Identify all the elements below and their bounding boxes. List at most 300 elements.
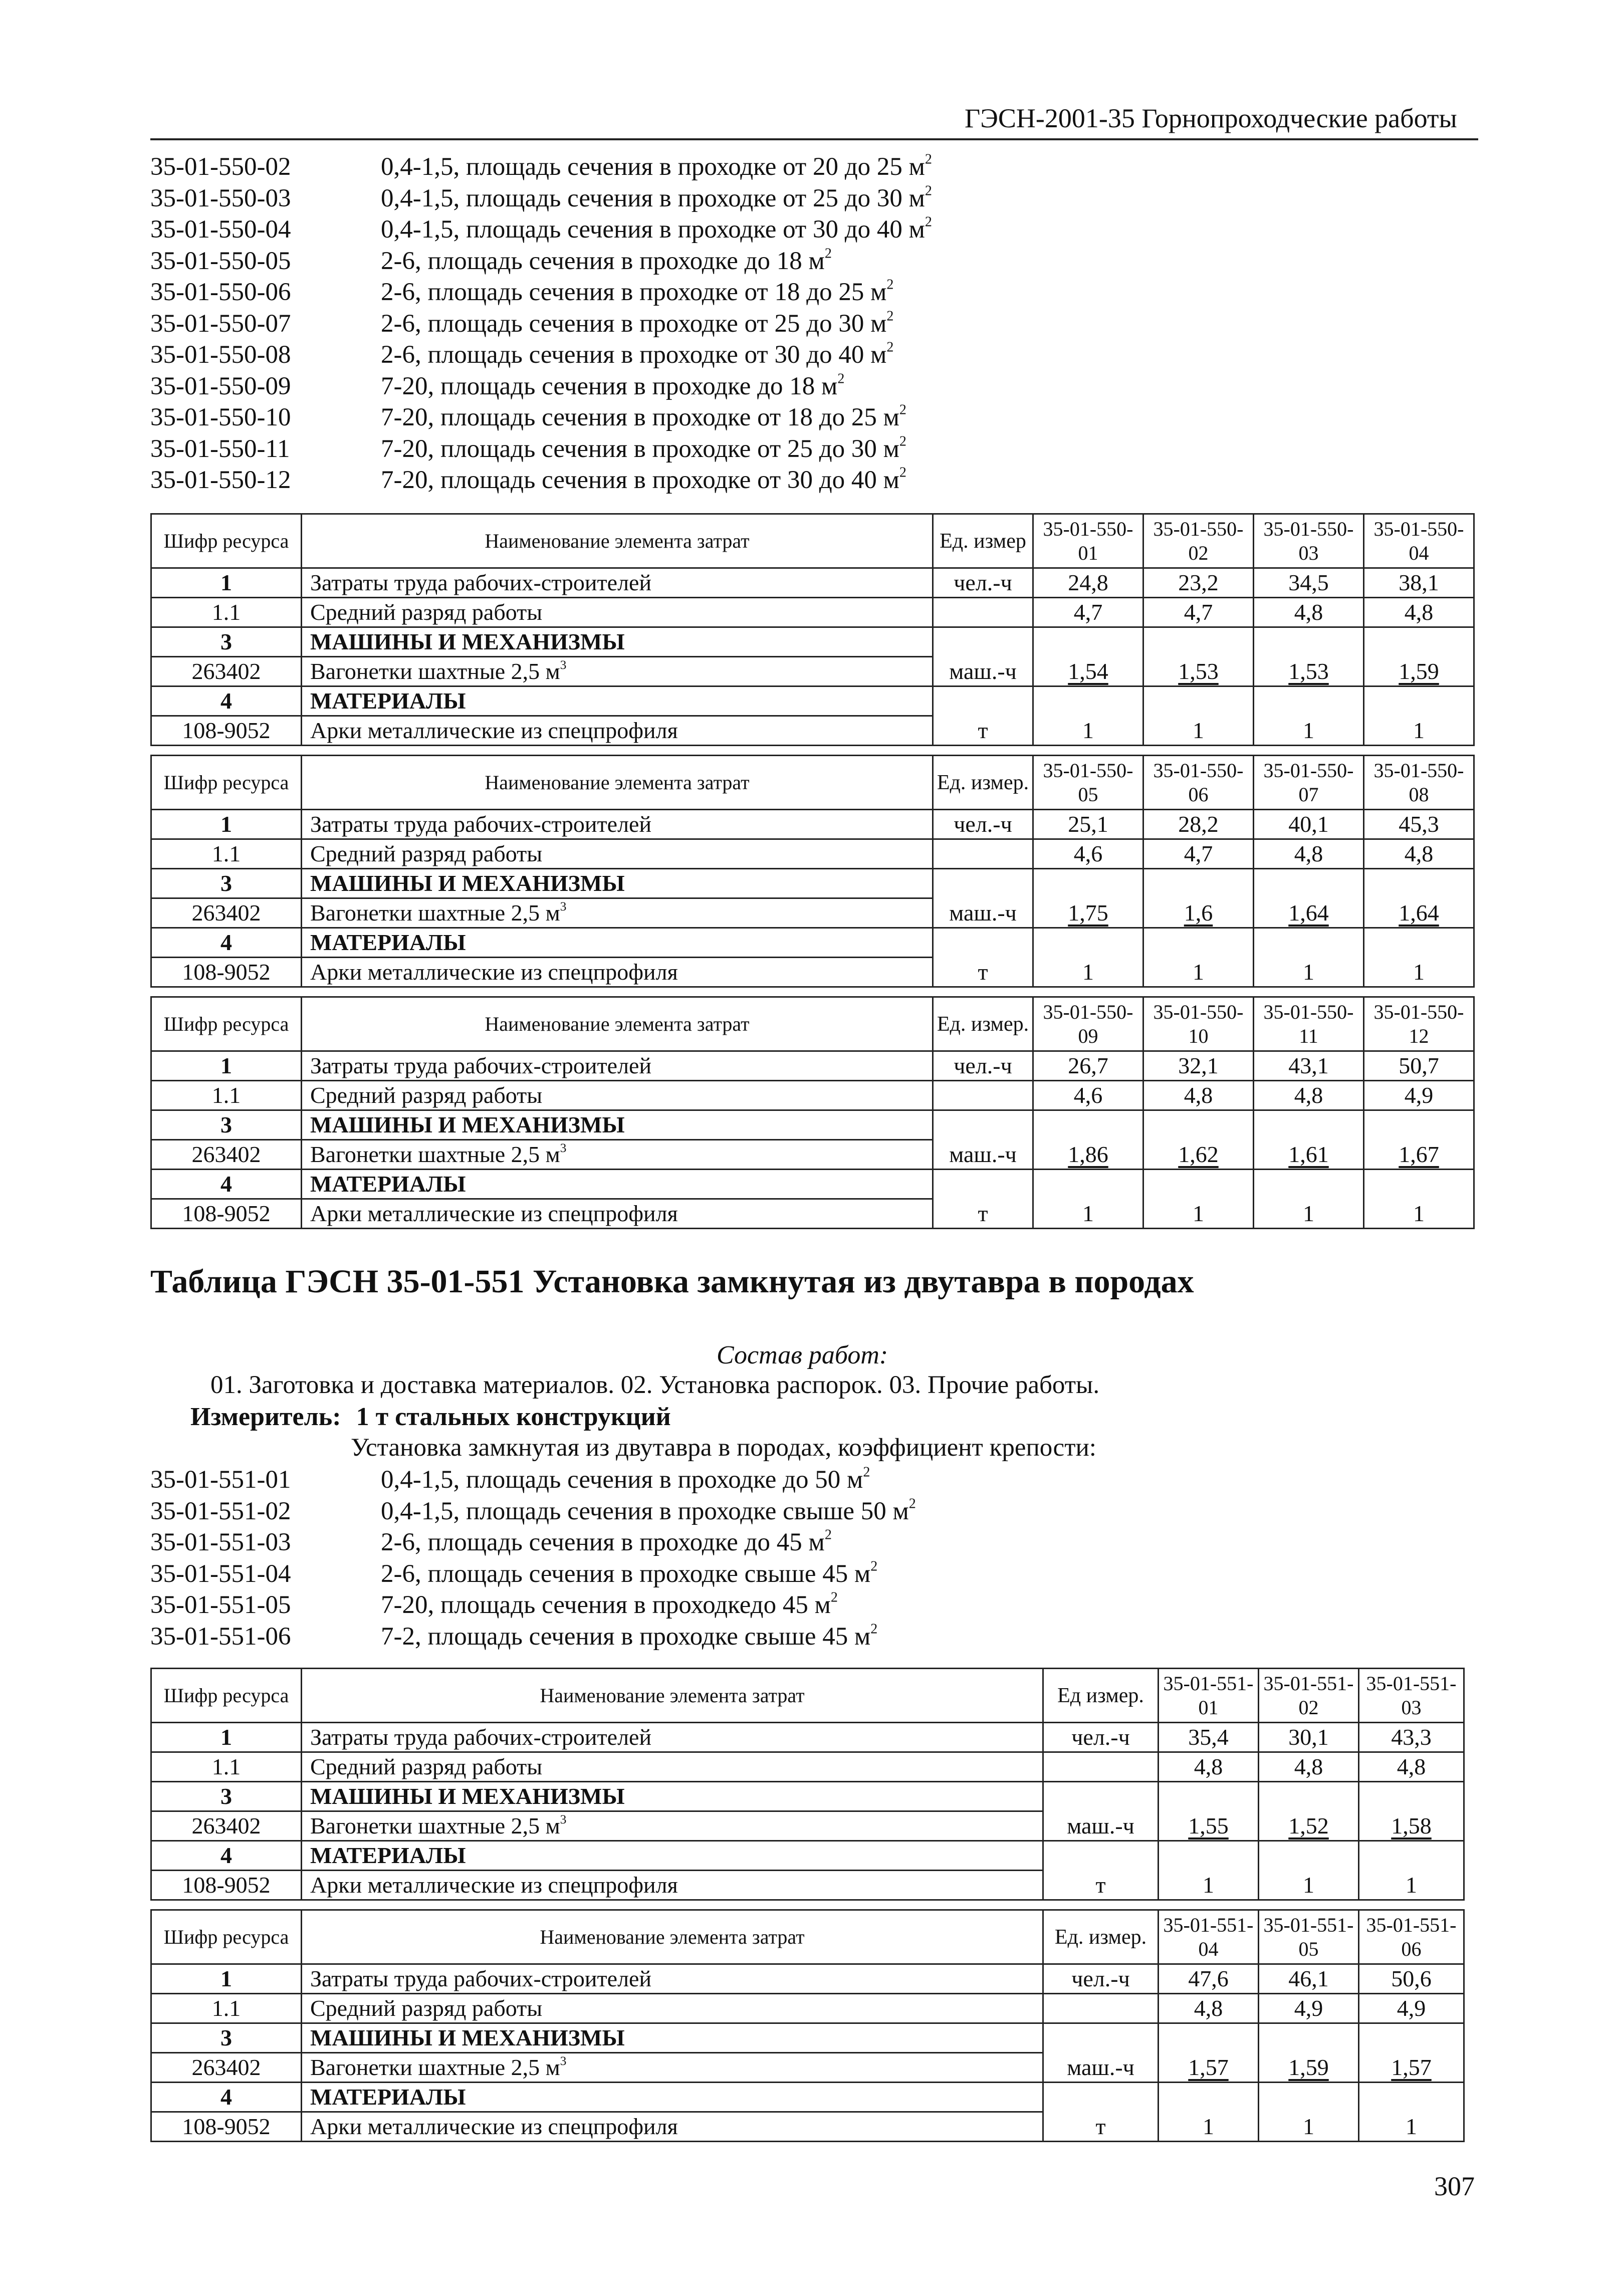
grade-unit	[1043, 1994, 1159, 2023]
labor-row	[151, 1964, 1464, 1994]
grade-value: 4,8	[1364, 839, 1474, 869]
arch-name: Арки металлические из спецпрофиля	[302, 1199, 933, 1229]
labor-code: 1	[151, 568, 302, 598]
machines-code: 3	[151, 869, 302, 898]
code-line	[150, 1621, 916, 1653]
labor-code: 1	[151, 1051, 302, 1081]
grade-row	[151, 1081, 1474, 1110]
grade-value: 4,9	[1259, 1994, 1359, 2023]
labor-row	[151, 568, 1474, 598]
labor-value: 26,7	[1033, 1051, 1143, 1081]
arch-value: 1	[1143, 928, 1254, 987]
norm-description	[381, 1558, 877, 1590]
norm-table	[150, 755, 1475, 988]
labor-value: 45,3	[1364, 810, 1474, 839]
norm-column-header: 35-01-551-02	[1259, 1669, 1359, 1723]
machines-name: МАШИНЫ И МЕХАНИЗМЫ	[302, 2023, 1043, 2053]
code-line	[150, 1496, 916, 1527]
grade-unit	[933, 839, 1033, 869]
arch-code: 108-9052	[151, 2112, 302, 2142]
grade-code: 1.1	[151, 1752, 302, 1782]
code-line	[150, 1589, 916, 1621]
labor-unit: чел.-ч	[933, 810, 1033, 839]
norm-description	[381, 402, 906, 433]
unit-exponent: 2	[886, 339, 894, 355]
grade-unit	[933, 1081, 1033, 1110]
materials-group-row	[151, 1170, 1474, 1199]
arch-value: 1	[1033, 928, 1143, 987]
labor-row	[151, 1051, 1474, 1081]
wagon-value: 1,53	[1143, 627, 1254, 686]
code-line	[150, 151, 932, 183]
element-name-header: Наименование элемента затрат	[302, 756, 933, 810]
materials-name: МАТЕРИАЛЫ	[302, 928, 933, 958]
arch-unit	[933, 686, 1033, 746]
machines-group-row	[151, 1110, 1474, 1140]
arch-name: Арки металлические из спецпрофиля	[302, 2112, 1043, 2142]
unit-header: Ед. измер	[933, 514, 1033, 568]
materials-code: 4	[151, 928, 302, 958]
machines-code: 3	[151, 1110, 302, 1140]
norm-column-header: 35-01-551-05	[1259, 1910, 1359, 1964]
arch-value: 1	[1254, 1170, 1364, 1229]
norm-column-header: 35-01-550-02	[1143, 514, 1254, 568]
grade-code: 1.1	[151, 839, 302, 869]
norm-description	[381, 214, 932, 246]
unit-exponent: 2	[925, 214, 932, 230]
materials-group-row	[151, 686, 1474, 716]
grade-value: 4,9	[1364, 1081, 1474, 1110]
wagon-name	[302, 1811, 1043, 1841]
description-text: 2-6, площадь сечения в проходке от 18 до 25 м	[381, 278, 887, 306]
materials-name: МАТЕРИАЛЫ	[302, 2083, 1043, 2112]
grade-name: Средний разряд работы	[302, 598, 933, 627]
description-text: 7-20, площадь сечения в проходке от 25 до 30 м	[381, 434, 899, 463]
grade-value: 4,6	[1033, 1081, 1143, 1110]
machine-unit	[933, 869, 1033, 928]
unit-exponent: 3	[560, 1812, 567, 1826]
norm-column-header: 35-01-550-08	[1364, 756, 1474, 810]
work-steps: 01. Заготовка и доставка материалов. 02. Установка распорок. 03. Прочие работы.	[210, 1371, 1100, 1399]
unit-exponent: 2	[899, 402, 906, 418]
arch-name: Арки металлические из спецпрофиля	[302, 1871, 1043, 1900]
arch-value: 1	[1259, 2083, 1359, 2142]
materials-name: МАТЕРИАЛЫ	[302, 1841, 1043, 1871]
norm-code: 35-01-550-05	[150, 247, 291, 275]
arch-value: 1	[1364, 686, 1474, 746]
grade-value: 4,8	[1364, 598, 1474, 627]
resource-code-header: Шифр ресурса	[151, 997, 302, 1051]
page-number: 307	[1434, 2171, 1475, 2201]
norm-table	[150, 996, 1475, 1229]
norm-column-header: 35-01-550-09	[1033, 997, 1143, 1051]
grade-value: 4,6	[1033, 839, 1143, 869]
wagon-value: 1,54	[1033, 627, 1143, 686]
labor-value: 28,2	[1143, 810, 1254, 839]
element-name-header: Наименование элемента затрат	[302, 1669, 1043, 1723]
labor-name: Затраты труда рабочих-строителей	[302, 810, 933, 839]
description-text: 2-6, площадь сечения в проходке от 25 до 30 м	[381, 309, 887, 338]
materials-code: 4	[151, 1841, 302, 1871]
grade-value: 4,8	[1254, 598, 1364, 627]
arch-unit	[933, 928, 1033, 987]
norm-code: 35-01-550-12	[150, 466, 291, 494]
norm-code: 35-01-551-05	[150, 1591, 291, 1619]
machine-unit	[933, 1110, 1033, 1170]
labor-value: 43,1	[1254, 1051, 1364, 1081]
arch-name: Арки металлические из спецпрофиля	[302, 958, 933, 987]
code-line	[150, 277, 932, 308]
arch-unit	[933, 1170, 1033, 1229]
norm-column-header: 35-01-550-10	[1143, 997, 1254, 1051]
description-text: 0,4-1,5, площадь сечения в проходке до 50 м	[381, 1466, 863, 1494]
labor-value: 34,5	[1254, 568, 1364, 598]
meter-label: Измеритель:	[190, 1403, 341, 1431]
resource-code-header: Шифр ресурса	[151, 514, 302, 568]
labor-value: 30,1	[1259, 1723, 1359, 1752]
norm-code: 35-01-551-06	[150, 1622, 291, 1651]
labor-code: 1	[151, 1723, 302, 1752]
norm-description	[381, 371, 844, 402]
meter-value: 1 т стальных конструкций	[356, 1403, 671, 1431]
materials-group-row	[151, 2083, 1464, 2112]
materials-code: 4	[151, 2083, 302, 2112]
installation-intro: Установка замкнутая из двутавра в породах, коэффициент крепости:	[351, 1434, 1096, 1462]
unit-exponent: 2	[899, 433, 906, 449]
labor-value: 24,8	[1033, 568, 1143, 598]
norm-code: 35-01-550-04	[150, 215, 291, 244]
labor-value: 40,1	[1254, 810, 1364, 839]
grade-value: 4,8	[1259, 1752, 1359, 1782]
unit-exponent: 2	[824, 1527, 832, 1543]
norm-code: 35-01-551-01	[150, 1466, 291, 1494]
code-line	[150, 339, 932, 371]
description-text: 0,4-1,5, площадь сечения в проходке от 30 до 40 м	[381, 215, 925, 244]
wagon-code: 263402	[151, 657, 302, 686]
wagon-value: 1,64	[1254, 869, 1364, 928]
labor-unit: чел.-ч	[1043, 1964, 1159, 1994]
norm-table	[150, 1909, 1465, 2142]
labor-code: 1	[151, 1964, 302, 1994]
resource-code-header: Шифр ресурса	[151, 1910, 302, 1964]
wagon-value: 1,55	[1159, 1782, 1259, 1841]
unit-exponent: 3	[560, 899, 567, 913]
arch-value: 1	[1254, 928, 1364, 987]
norm-description	[381, 277, 893, 308]
arch-value: 1	[1259, 1841, 1359, 1900]
norm-table	[150, 1668, 1465, 1901]
grade-name: Средний разряд работы	[302, 1752, 1043, 1782]
arch-unit-text: т	[978, 1201, 988, 1226]
meter-line	[190, 1402, 671, 1432]
norm-column-header: 35-01-550-04	[1364, 514, 1474, 568]
arch-unit-text: т	[978, 718, 988, 743]
wagon-value: 1,64	[1364, 869, 1474, 928]
description-text: 0,4-1,5, площадь сечения в проходке свыше 50 м	[381, 1497, 909, 1525]
materials-name: МАТЕРИАЛЫ	[302, 686, 933, 716]
grade-row	[151, 1994, 1464, 2023]
wagon-value: 1,58	[1359, 1782, 1464, 1841]
code-line	[150, 465, 932, 496]
wagon-value: 1,59	[1259, 2023, 1359, 2083]
description-text: 7-20, площадь сечения в проходке от 18 до 25 м	[381, 403, 899, 431]
code-line	[150, 183, 932, 214]
header-row	[151, 756, 1474, 810]
grade-name: Средний разряд работы	[302, 1081, 933, 1110]
grade-row	[151, 839, 1474, 869]
labor-name: Затраты труда рабочих-строителей	[302, 1051, 933, 1081]
unit-exponent: 2	[837, 371, 845, 387]
norm-code: 35-01-550-03	[150, 184, 291, 212]
unit-exponent: 2	[925, 151, 932, 167]
norm-column-header: 35-01-551-01	[1159, 1669, 1259, 1723]
wagon-name-text: Вагонетки шахтные 2,5 м	[310, 1141, 560, 1167]
arch-code: 108-9052	[151, 958, 302, 987]
norm-column-header: 35-01-550-05	[1033, 756, 1143, 810]
arch-code: 108-9052	[151, 1199, 302, 1229]
arch-value: 1	[1359, 2083, 1464, 2142]
unit-exponent: 2	[925, 183, 932, 199]
grade-code: 1.1	[151, 1081, 302, 1110]
norm-description	[381, 1589, 838, 1621]
norm-code: 35-01-550-10	[150, 403, 291, 431]
norm-description	[381, 339, 893, 371]
wagon-name	[302, 898, 933, 928]
arch-value: 1	[1364, 928, 1474, 987]
wagon-name	[302, 1140, 933, 1170]
arch-value: 1	[1143, 1170, 1254, 1229]
machines-group-row	[151, 627, 1474, 657]
materials-code: 4	[151, 1170, 302, 1199]
unit-exponent: 2	[870, 1621, 878, 1637]
grade-name: Средний разряд работы	[302, 839, 933, 869]
norm-column-header: 35-01-550-06	[1143, 756, 1254, 810]
norm-description	[381, 1496, 916, 1527]
grade-value: 4,8	[1254, 1081, 1364, 1110]
labor-value: 46,1	[1259, 1964, 1359, 1994]
labor-name: Затраты труда рабочих-строителей	[302, 1964, 1043, 1994]
machines-group-row	[151, 869, 1474, 898]
description-text: 0,4-1,5, площадь сечения в проходке от 20 до 25 м	[381, 153, 925, 181]
grade-unit	[933, 598, 1033, 627]
norm-column-header: 35-01-550-03	[1254, 514, 1364, 568]
arch-code: 108-9052	[151, 716, 302, 746]
header-row	[151, 1910, 1464, 1964]
norm-description	[381, 1527, 832, 1558]
machines-name: МАШИНЫ И МЕХАНИЗМЫ	[302, 1782, 1043, 1811]
labor-unit: чел.-ч	[1043, 1723, 1159, 1752]
grade-value: 4,7	[1143, 839, 1254, 869]
machines-name: МАШИНЫ И МЕХАНИЗМЫ	[302, 627, 933, 657]
labor-value: 25,1	[1033, 810, 1143, 839]
grade-value: 4,9	[1359, 1994, 1464, 2023]
labor-value: 32,1	[1143, 1051, 1254, 1081]
grade-value: 4,8	[1359, 1752, 1464, 1782]
materials-group-row	[151, 1841, 1464, 1871]
norm-code: 35-01-550-09	[150, 372, 291, 400]
arch-code: 108-9052	[151, 1871, 302, 1900]
machine-unit-text: маш.-ч	[949, 1141, 1017, 1167]
description-text: 2-6, площадь сечения в проходке до 18 м	[381, 247, 825, 275]
unit-exponent: 3	[560, 1140, 567, 1155]
unit-header: Ед. измер.	[1043, 1910, 1159, 1964]
wagon-value: 1,53	[1254, 627, 1364, 686]
norm-code: 35-01-550-06	[150, 278, 291, 306]
labor-name: Затраты труда рабочих-строителей	[302, 1723, 1043, 1752]
description-text: 0,4-1,5, площадь сечения в проходке от 25 до 30 м	[381, 184, 925, 212]
grade-unit	[1043, 1752, 1159, 1782]
grade-row	[151, 1752, 1464, 1782]
machine-unit	[933, 627, 1033, 686]
header-row	[151, 1669, 1464, 1723]
arch-value: 1	[1159, 1841, 1259, 1900]
wagon-value: 1,61	[1254, 1110, 1364, 1170]
arch-value: 1	[1254, 686, 1364, 746]
unit-exponent: 2	[863, 1464, 870, 1480]
description-text: 2-6, площадь сечения в проходке от 30 до 40 м	[381, 341, 887, 369]
unit-exponent: 2	[870, 1558, 878, 1574]
norm-code: 35-01-550-08	[150, 341, 291, 369]
norm-code: 35-01-550-02	[150, 153, 291, 181]
machines-code: 3	[151, 2023, 302, 2053]
wagon-name	[302, 657, 933, 686]
wagon-name-text: Вагонетки шахтные 2,5 м	[310, 900, 560, 926]
machine-unit	[1043, 1782, 1159, 1841]
norm-code: 35-01-550-07	[150, 309, 291, 338]
arch-value: 1	[1033, 686, 1143, 746]
unit-exponent: 3	[560, 2053, 567, 2068]
grade-value: 4,7	[1033, 598, 1143, 627]
code-list-551	[150, 1464, 916, 1652]
code-list-550	[150, 151, 932, 496]
work-composition-title: Состав работ:	[717, 1341, 888, 1369]
wagon-value: 1,75	[1033, 869, 1143, 928]
labor-value: 23,2	[1143, 568, 1254, 598]
description-text: 7-20, площадь сечения в проходкедо 45 м	[381, 1591, 831, 1619]
machines-name: МАШИНЫ И МЕХАНИЗМЫ	[302, 1110, 933, 1140]
materials-name: МАТЕРИАЛЫ	[302, 1170, 933, 1199]
norm-code: 35-01-551-02	[150, 1497, 291, 1525]
machines-name: МАШИНЫ И МЕХАНИЗМЫ	[302, 869, 933, 898]
code-line	[150, 1464, 916, 1496]
arch-value: 1	[1359, 1841, 1464, 1900]
code-line	[150, 1558, 916, 1590]
wagon-code: 263402	[151, 2053, 302, 2083]
wagon-name-text: Вагонетки шахтные 2,5 м	[310, 2054, 560, 2080]
description-text: 7-20, площадь сечения в проходке от 30 до 40 м	[381, 466, 899, 494]
labor-unit: чел.-ч	[933, 568, 1033, 598]
norm-table	[150, 513, 1475, 746]
norm-description	[381, 1464, 870, 1496]
norm-column-header: 35-01-550-01	[1033, 514, 1143, 568]
wagon-code: 263402	[151, 1140, 302, 1170]
arch-unit	[1043, 1841, 1159, 1900]
arch-unit	[1043, 2083, 1159, 2142]
unit-header: Ед. измер.	[933, 997, 1033, 1051]
wagon-code: 263402	[151, 1811, 302, 1841]
labor-value: 50,7	[1364, 1051, 1474, 1081]
arch-value: 1	[1159, 2083, 1259, 2142]
machines-code: 3	[151, 1782, 302, 1811]
labor-value: 47,6	[1159, 1964, 1259, 1994]
arch-value: 1	[1364, 1170, 1474, 1229]
wagon-value: 1,67	[1364, 1110, 1474, 1170]
norm-description	[381, 246, 832, 277]
table-title: Таблица ГЭСН 35-01-551 Установка замкнутая из двутавра в породах	[150, 1263, 1194, 1300]
grade-value: 4,8	[1159, 1994, 1259, 2023]
code-line	[150, 433, 932, 465]
wagon-name	[302, 2053, 1043, 2083]
unit-exponent: 2	[886, 277, 894, 293]
grade-value: 4,7	[1143, 598, 1254, 627]
machines-code: 3	[151, 627, 302, 657]
machine-unit-text: маш.-ч	[949, 900, 1017, 926]
unit-header: Ед. измер.	[933, 756, 1033, 810]
unit-exponent: 2	[824, 246, 832, 262]
description-text: 2-6, площадь сечения в проходке свыше 45 м	[381, 1559, 871, 1588]
norm-description	[381, 151, 932, 183]
wagon-value: 1,6	[1143, 869, 1254, 928]
materials-group-row	[151, 928, 1474, 958]
arch-value: 1	[1143, 686, 1254, 746]
machine-unit-text: маш.-ч	[1067, 1813, 1134, 1839]
code-line	[150, 402, 932, 433]
norm-code: 35-01-550-11	[150, 434, 290, 463]
arch-unit-text: т	[1095, 2114, 1106, 2139]
wagon-value: 1,57	[1359, 2023, 1464, 2083]
description-text: 7-20, площадь сечения в проходке до 18 м	[381, 372, 838, 400]
norm-column-header: 35-01-551-03	[1359, 1669, 1464, 1723]
materials-code: 4	[151, 686, 302, 716]
wagon-value: 1,52	[1259, 1782, 1359, 1841]
unit-header: Ед измер.	[1043, 1669, 1159, 1723]
norm-code: 35-01-551-04	[150, 1559, 291, 1588]
wagon-code: 263402	[151, 898, 302, 928]
arch-name: Арки металлические из спецпрофиля	[302, 716, 933, 746]
arch-unit-text: т	[1095, 1872, 1106, 1898]
norm-column-header: 35-01-551-06	[1359, 1910, 1464, 1964]
norm-description	[381, 433, 906, 465]
norm-column-header: 35-01-551-04	[1159, 1910, 1259, 1964]
code-line	[150, 246, 932, 277]
norm-description	[381, 1621, 877, 1653]
labor-value: 43,3	[1359, 1723, 1464, 1752]
unit-exponent: 2	[886, 308, 894, 324]
header-row	[151, 514, 1474, 568]
unit-exponent: 2	[908, 1496, 916, 1512]
code-line	[150, 308, 932, 340]
labor-row	[151, 1723, 1464, 1752]
norm-column-header: 35-01-550-11	[1254, 997, 1364, 1051]
element-name-header: Наименование элемента затрат	[302, 514, 933, 568]
grade-value: 4,8	[1254, 839, 1364, 869]
running-header: ГЭСН-2001-35 Горнопроходческие работы	[965, 103, 1457, 133]
grade-code: 1.1	[151, 1994, 302, 2023]
wagon-name-text: Вагонетки шахтные 2,5 м	[310, 658, 560, 684]
grade-code: 1.1	[151, 598, 302, 627]
header-row	[151, 997, 1474, 1051]
grade-value: 4,8	[1143, 1081, 1254, 1110]
labor-value: 35,4	[1159, 1723, 1259, 1752]
machines-group-row	[151, 1782, 1464, 1811]
labor-value: 38,1	[1364, 568, 1474, 598]
labor-unit: чел.-ч	[933, 1051, 1033, 1081]
resource-code-header: Шифр ресурса	[151, 756, 302, 810]
labor-name: Затраты труда рабочих-строителей	[302, 568, 933, 598]
labor-code: 1	[151, 810, 302, 839]
norm-code: 35-01-551-03	[150, 1528, 291, 1556]
wagon-value: 1,59	[1364, 627, 1474, 686]
